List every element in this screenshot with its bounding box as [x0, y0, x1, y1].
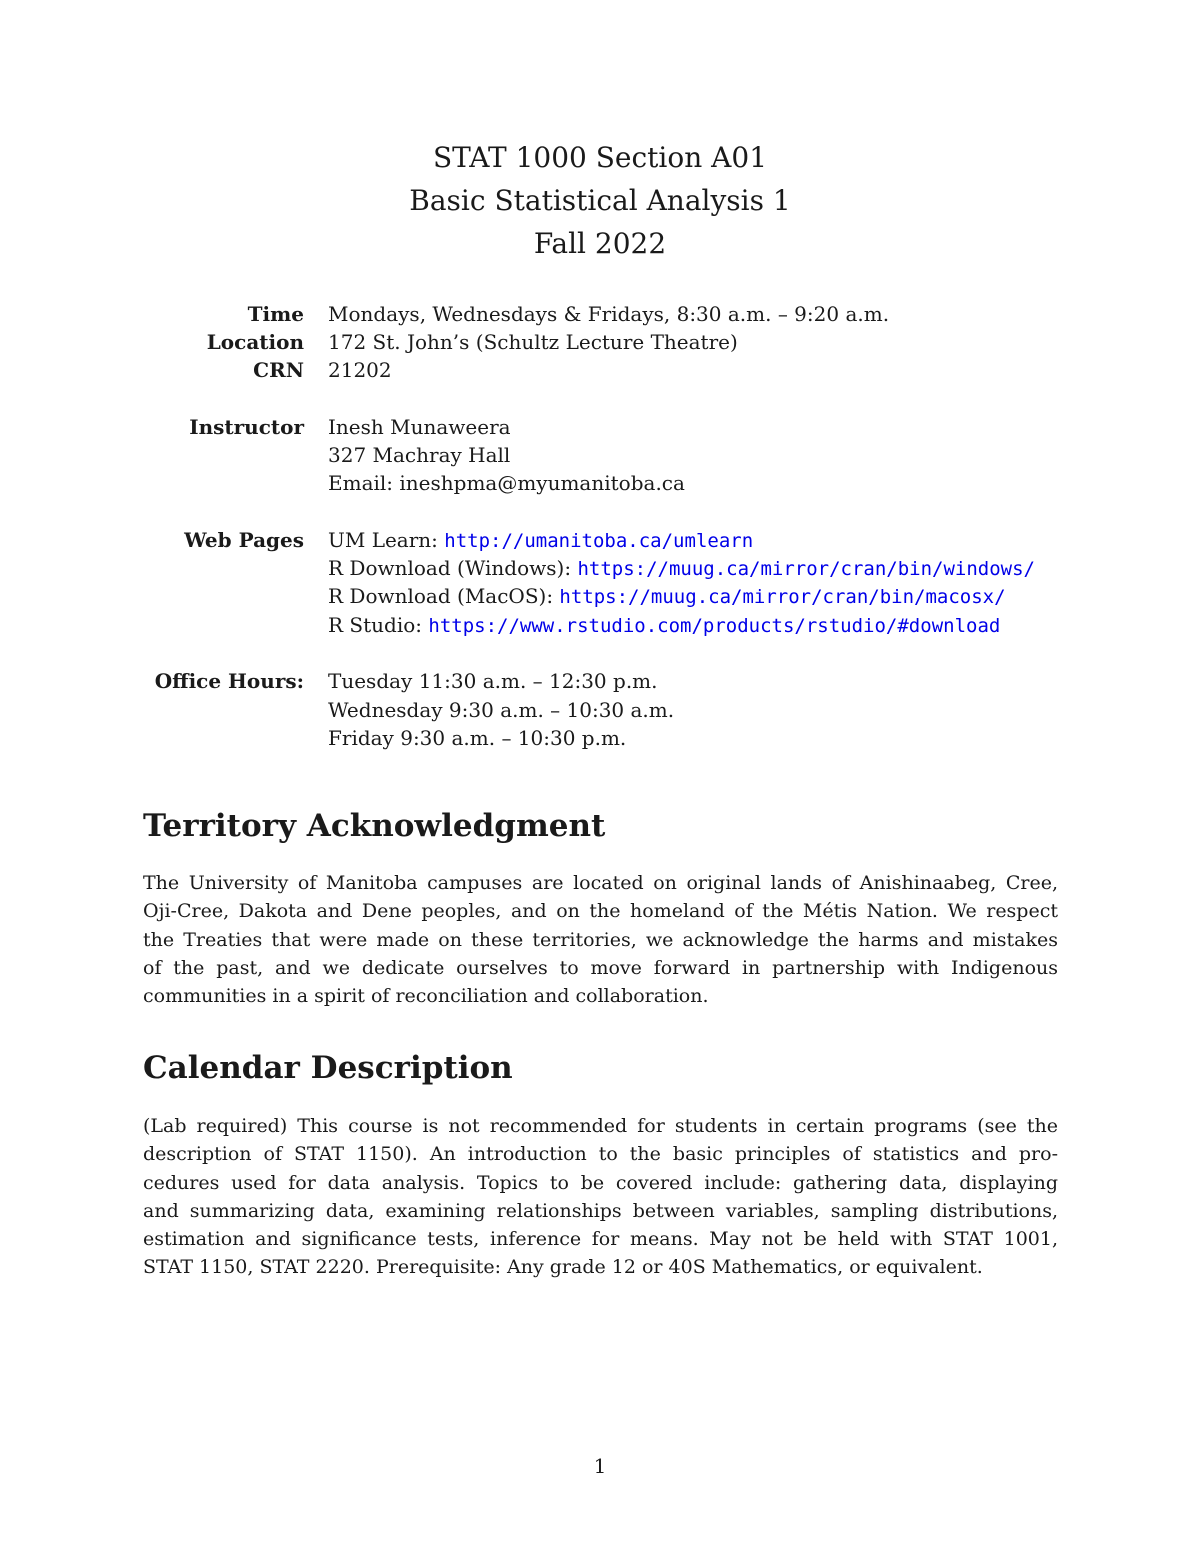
- location-row: [0, 328, 1200, 356]
- instructor-label: Instructor: [189, 415, 304, 439]
- umlearn-link[interactable]: http://umanitoba.ca/umlearn: [444, 530, 754, 552]
- office-hours-row: [0, 696, 1200, 724]
- office-hours-friday: Friday 9:30 a.m. – 10:30 p.m.: [328, 726, 627, 750]
- web-row-r-windows: [0, 554, 1200, 582]
- office-hours-wednesday: Wednesday 9:30 a.m. – 10:30 a.m.: [328, 698, 675, 722]
- course-title: Basic Statistical Analysis 1: [409, 184, 791, 217]
- crn-row: [0, 356, 1200, 384]
- title-block: [0, 136, 1200, 265]
- paragraph-line: cedures used for data analysis. Topics to be covered include: gathering data, displaying: [143, 1171, 1058, 1194]
- paragraph-line: The University of Manitoba campuses are located on original lands of Anishinaabeg, Cree,: [143, 872, 1058, 894]
- instructor-office-row: [0, 441, 1200, 469]
- web-rstudio-label: R Studio:: [328, 613, 429, 637]
- paragraph-line: STAT 1150, STAT 2220. Prerequisite: Any grade 12 or 40S Mathematics, or equivalent.: [143, 1256, 983, 1279]
- time-value: Mondays, Wednesdays & Fridays, 8:30 a.m. – 9:20 a.m.: [328, 302, 890, 326]
- paragraph-line: description of STAT 1150). An introduction to the basic principles of statistics and pro-: [143, 1143, 1058, 1166]
- calendar-heading: Calendar Description: [143, 1050, 513, 1086]
- web-pages-label: Web Pages: [184, 528, 304, 552]
- time-row: [0, 300, 1200, 328]
- instructor-row: [0, 413, 1200, 441]
- rstudio-link[interactable]: https://www.rstudio.com/products/rstudio/#download: [428, 615, 1001, 637]
- web-row-r-macos: [0, 582, 1200, 610]
- time-label: Time: [247, 302, 304, 326]
- office-hours-row: [0, 667, 1200, 695]
- location-label: Location: [206, 330, 304, 354]
- office-hours-row: [0, 724, 1200, 752]
- r-macos-link[interactable]: https://muug.ca/mirror/cran/bin/macosx/: [559, 586, 1006, 608]
- territory-paragraph: [143, 869, 1058, 1010]
- instructor-email-row: [0, 469, 1200, 497]
- web-row-rstudio: [0, 611, 1200, 639]
- territory-heading: Territory Acknowledgment: [143, 808, 606, 844]
- page-number: 1: [593, 1454, 607, 1478]
- crn-value: 21202: [328, 358, 392, 382]
- web-r-windows-label: R Download (Windows):: [328, 556, 578, 580]
- paragraph-line: (Lab required) This course is not recommended for students in certain programs (see the: [143, 1115, 1058, 1137]
- r-windows-link[interactable]: https://muug.ca/mirror/cran/bin/windows/: [577, 558, 1035, 580]
- office-hours-label: Office Hours:: [154, 669, 304, 693]
- instructor-email: Email: ineshpma@myumanitoba.ca: [328, 471, 685, 495]
- course-term: Fall 2022: [533, 227, 667, 260]
- web-r-macos-label: R Download (MacOS):: [328, 584, 560, 608]
- paragraph-line: Oji-Cree, Dakota and Dene peoples, and on the homeland of the Métis Nation. We respect: [143, 900, 1058, 923]
- instructor-name: Inesh Munaweera: [328, 415, 511, 439]
- instructor-office: 327 Machray Hall: [328, 443, 511, 467]
- location-value: 172 St. John’s (Schultz Lecture Theatre): [328, 330, 738, 354]
- paragraph-line: and summarizing data, examining relationships between variables, sampling distributions,: [143, 1199, 1058, 1222]
- course-code: STAT 1000 Section A01: [432, 141, 768, 174]
- paragraph-line: of the past, and we dedicate ourselves to move forward in partnership with Indigenous: [143, 956, 1058, 979]
- web-row-umlearn: [0, 526, 1200, 554]
- paragraph-line: estimation and significance tests, inference for means. May not be held with STAT 1001,: [143, 1228, 1058, 1251]
- calendar-paragraph: [143, 1112, 1058, 1282]
- paragraph-line: the Treaties that were made on these territories, we acknowledge the harms and mistakes: [143, 928, 1058, 951]
- office-hours-tuesday: Tuesday 11:30 a.m. – 12:30 p.m.: [328, 669, 658, 693]
- web-umlearn-label: UM Learn:: [328, 528, 445, 552]
- crn-label: CRN: [253, 358, 304, 382]
- paragraph-line: communities in a spirit of reconciliation and collaboration.: [143, 985, 709, 1008]
